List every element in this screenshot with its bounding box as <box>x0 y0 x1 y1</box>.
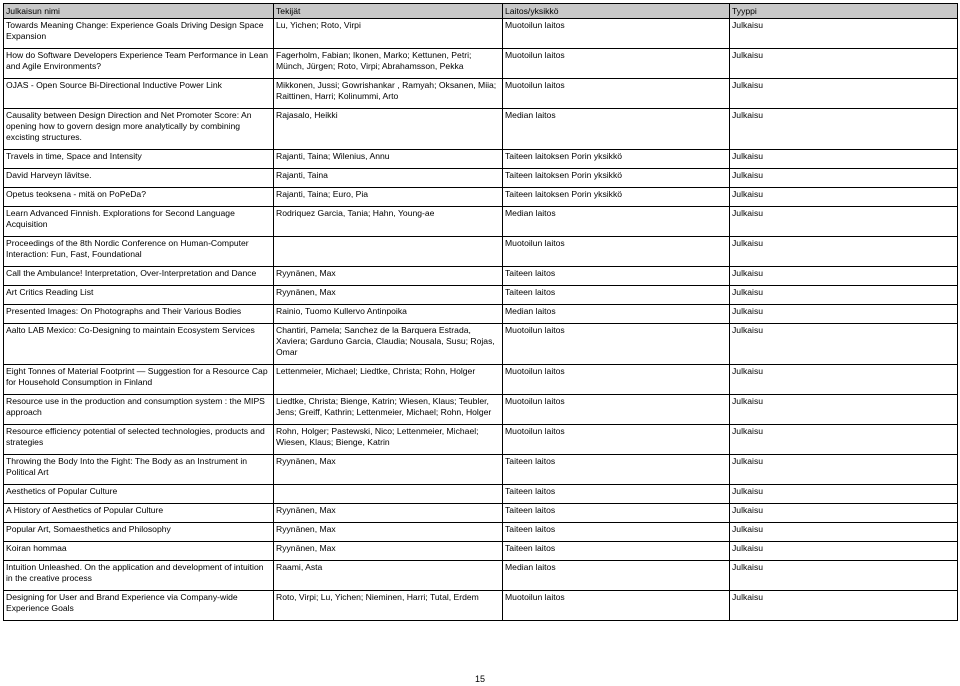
cell-authors: Ryynänen, Max <box>274 455 503 480</box>
cell-type: Julkaisu <box>730 365 958 390</box>
table-row <box>4 523 958 537</box>
cell-title: Travels in time, Space and Intensity <box>4 150 274 164</box>
table-row <box>4 188 958 202</box>
cell-authors: Ryynänen, Max <box>274 286 503 300</box>
cell-title: David Harveyn lävitse. <box>4 169 274 183</box>
header-unit: Laitos/yksikkö <box>503 4 730 19</box>
cell-type: Julkaisu <box>730 485 958 499</box>
table-row <box>4 109 958 145</box>
page-number: 15 <box>474 674 485 684</box>
cell-authors: Rainio, Tuomo Kullervo Antinpoika <box>274 305 503 319</box>
cell-type: Julkaisu <box>730 324 958 360</box>
cell-type: Julkaisu <box>730 79 958 104</box>
table-row <box>4 267 958 281</box>
cell-unit: Taiteen laitos <box>503 504 730 518</box>
cell-authors: Rajasalo, Heikki <box>274 109 503 145</box>
cell-unit: Muotoilun laitos <box>503 395 730 420</box>
cell-type: Julkaisu <box>730 207 958 232</box>
cell-type: Julkaisu <box>730 286 958 300</box>
cell-type: Julkaisu <box>730 49 958 74</box>
cell-authors: Rajanti, Taina; Wilenius, Annu <box>274 150 503 164</box>
table-row <box>4 591 958 616</box>
table-row <box>4 49 958 74</box>
cell-title: OJAS - Open Source Bi-Directional Inductive Power Link <box>4 79 274 104</box>
cell-authors: Rodriquez Garcia, Tania; Hahn, Young-ae <box>274 207 503 232</box>
cell-title: Throwing the Body Into the Fight: The Body as an Instrument in Political Art <box>4 455 274 480</box>
cell-authors: Chantiri, Pamela; Sanchez de la Barquera Estrada, Xaviera; Garduno Garcia, Claudia; Nousala, Susu; Rojas, Omar <box>274 324 503 360</box>
cell-title: Resource use in the production and consumption system : the MIPS approach <box>4 395 274 420</box>
cell-unit: Taiteen laitoksen Porin yksikkö <box>503 150 730 164</box>
table-row <box>4 286 958 300</box>
cell-type: Julkaisu <box>730 237 958 262</box>
table-row <box>4 485 958 499</box>
cell-type: Julkaisu <box>730 591 958 616</box>
cell-unit: Taiteen laitos <box>503 267 730 281</box>
cell-authors: Lu, Yichen; Roto, Virpi <box>274 19 503 44</box>
cell-title: Aalto LAB Mexico: Co-Designing to maintain Ecosystem Services <box>4 324 274 360</box>
cell-type: Julkaisu <box>730 395 958 420</box>
table-row <box>4 169 958 183</box>
cell-title: Designing for User and Brand Experience via Company-wide Experience Goals <box>4 591 274 616</box>
cell-type: Julkaisu <box>730 150 958 164</box>
cell-type: Julkaisu <box>730 425 958 450</box>
cell-unit: Muotoilun laitos <box>503 237 730 262</box>
cell-authors: Ryynänen, Max <box>274 267 503 281</box>
cell-authors: Roto, Virpi; Lu, Yichen; Nieminen, Harri; Tutal, Erdem <box>274 591 503 616</box>
cell-type: Julkaisu <box>730 19 958 44</box>
cell-title: Call the Ambulance! Interpretation, Over-Interpretation and Dance <box>4 267 274 281</box>
cell-unit: Muotoilun laitos <box>503 591 730 616</box>
table-body <box>4 19 958 621</box>
cell-type: Julkaisu <box>730 561 958 586</box>
table-row <box>4 207 958 232</box>
cell-title: Learn Advanced Finnish. Explorations for Second Language Acquisition <box>4 207 274 232</box>
cell-unit: Muotoilun laitos <box>503 49 730 74</box>
cell-unit: Taiteen laitos <box>503 523 730 537</box>
cell-title: Koiran hommaa <box>4 542 274 556</box>
table-row <box>4 237 958 262</box>
cell-unit: Taiteen laitos <box>503 485 730 499</box>
cell-authors: Rajanti, Taina; Euro, Pia <box>274 188 503 202</box>
cell-type: Julkaisu <box>730 188 958 202</box>
cell-title: Popular Art, Somaesthetics and Philosophy <box>4 523 274 537</box>
document-page <box>3 3 957 621</box>
cell-unit: Taiteen laitos <box>503 286 730 300</box>
cell-authors: Raami, Asta <box>274 561 503 586</box>
publications-table <box>3 3 958 621</box>
cell-authors: Mikkonen, Jussi; Gowrishankar , Ramyah; Oksanen, Miia; Raittinen, Harri; Kolinummi, Arto <box>274 79 503 104</box>
cell-authors: Liedtke, Christa; Bienge, Katrin; Wiesen, Klaus; Teubler, Jens; Greiff, Kathrin; Lettenmeier, Michael; Rohn, Holger <box>274 395 503 420</box>
spacer-cell <box>4 615 274 621</box>
spacer-cell <box>503 615 730 621</box>
cell-authors: Ryynänen, Max <box>274 542 503 556</box>
cell-unit: Taiteen laitoksen Porin yksikkö <box>503 169 730 183</box>
cell-title: Resource efficiency potential of selected technologies, products and strategies <box>4 425 274 450</box>
cell-type: Julkaisu <box>730 542 958 556</box>
table-row <box>4 425 958 450</box>
table-row <box>4 19 958 44</box>
table-row <box>4 365 958 390</box>
cell-title: Art Critics Reading List <box>4 286 274 300</box>
cell-title: A History of Aesthetics of Popular Culture <box>4 504 274 518</box>
cell-authors: Ryynänen, Max <box>274 523 503 537</box>
cell-authors <box>274 485 503 499</box>
cell-title: Towards Meaning Change: Experience Goals Driving Design Space Expansion <box>4 19 274 44</box>
cell-title: Causality between Design Direction and Net Promoter Score: An opening how to govern design more analytically by combining excisting structures. <box>4 109 274 145</box>
spacer-cell <box>730 615 958 621</box>
cell-authors <box>274 237 503 262</box>
header-type: Tyyppi <box>730 4 958 19</box>
cell-unit: Taiteen laitoksen Porin yksikkö <box>503 188 730 202</box>
cell-unit: Muotoilun laitos <box>503 324 730 360</box>
table-header-row <box>4 4 958 19</box>
cell-unit: Median laitos <box>503 109 730 145</box>
table-row <box>4 324 958 360</box>
cell-type: Julkaisu <box>730 305 958 319</box>
table-row <box>4 455 958 480</box>
header-title: Julkaisun nimi <box>4 4 274 19</box>
cell-authors: Ryynänen, Max <box>274 504 503 518</box>
row-spacer <box>4 615 958 621</box>
cell-title: Eight Tonnes of Material Footprint — Suggestion for a Resource Cap for Household Consumption in Finland <box>4 365 274 390</box>
cell-unit: Muotoilun laitos <box>503 79 730 104</box>
cell-unit: Taiteen laitos <box>503 455 730 480</box>
cell-authors: Lettenmeier, Michael; Liedtke, Christa; Rohn, Holger <box>274 365 503 390</box>
cell-unit: Median laitos <box>503 305 730 319</box>
cell-unit: Muotoilun laitos <box>503 19 730 44</box>
cell-unit: Median laitos <box>503 561 730 586</box>
cell-type: Julkaisu <box>730 455 958 480</box>
cell-title: Intuition Unleashed. On the application and development of intuition in the creative process <box>4 561 274 586</box>
table-row <box>4 305 958 319</box>
cell-unit: Taiteen laitos <box>503 542 730 556</box>
cell-title: Opetus teoksena - mitä on PoPeDa? <box>4 188 274 202</box>
cell-title: Presented Images: On Photographs and Their Various Bodies <box>4 305 274 319</box>
table-row <box>4 150 958 164</box>
cell-type: Julkaisu <box>730 267 958 281</box>
cell-title: Aesthetics of Popular Culture <box>4 485 274 499</box>
cell-title: How do Software Developers Experience Team Performance in Lean and Agile Environments? <box>4 49 274 74</box>
cell-authors: Rohn, Holger; Pastewski, Nico; Lettenmeier, Michael; Wiesen, Klaus; Bienge, Katrin <box>274 425 503 450</box>
cell-unit: Median laitos <box>503 207 730 232</box>
table-row <box>4 504 958 518</box>
cell-type: Julkaisu <box>730 169 958 183</box>
cell-unit: Muotoilun laitos <box>503 365 730 390</box>
cell-title: Proceedings of the 8th Nordic Conference on Human-Computer Interaction: Fun, Fast, Foundational <box>4 237 274 262</box>
table-row <box>4 395 958 420</box>
table-row <box>4 561 958 586</box>
header-authors: Tekijät <box>274 4 503 19</box>
table-row <box>4 79 958 104</box>
cell-type: Julkaisu <box>730 109 958 145</box>
spacer-cell <box>274 615 503 621</box>
table-row <box>4 542 958 556</box>
cell-authors: Rajanti, Taina <box>274 169 503 183</box>
cell-type: Julkaisu <box>730 523 958 537</box>
cell-type: Julkaisu <box>730 504 958 518</box>
cell-unit: Muotoilun laitos <box>503 425 730 450</box>
cell-authors: Fagerholm, Fabian; Ikonen, Marko; Kettunen, Petri; Münch, Jürgen; Roto, Virpi; Abrahamsson, Pekka <box>274 49 503 74</box>
